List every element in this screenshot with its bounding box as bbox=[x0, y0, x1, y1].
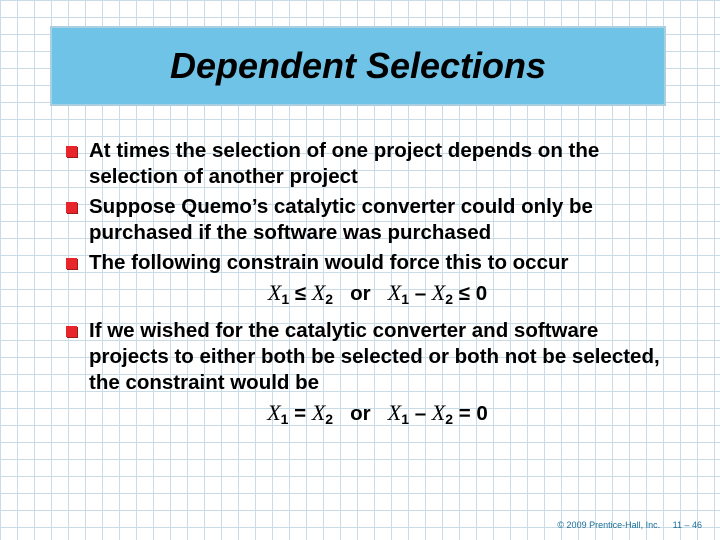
bullet-item bbox=[66, 318, 666, 396]
bullet-text: At times the selection of one project depends on the selection of another project bbox=[89, 139, 600, 188]
formula-subscript: 1 bbox=[280, 411, 289, 427]
formula-subscript: 1 bbox=[401, 411, 409, 427]
formula-subscript: 2 bbox=[325, 411, 334, 427]
square-bullet-icon bbox=[66, 326, 77, 337]
formula-operator: ≤ bbox=[289, 282, 312, 305]
slide-footer bbox=[557, 520, 702, 530]
formula-subscript: 1 bbox=[281, 291, 290, 307]
formula-var: X bbox=[387, 280, 402, 305]
bullet-item bbox=[66, 194, 666, 246]
formula-var: X bbox=[387, 400, 402, 425]
formula-var: X bbox=[431, 400, 446, 425]
title-banner bbox=[50, 26, 666, 106]
formula-var: X bbox=[311, 280, 326, 305]
square-bullet-icon bbox=[66, 146, 77, 157]
bullet-item bbox=[66, 250, 666, 276]
formula-var: X bbox=[267, 280, 282, 305]
formula-operator: = bbox=[288, 402, 312, 425]
formula-tail: = 0 bbox=[453, 402, 488, 425]
formula-subscript: 2 bbox=[325, 291, 334, 307]
square-bullet-icon bbox=[66, 258, 77, 269]
formula-connector: or bbox=[333, 282, 388, 305]
formula-subscript: 2 bbox=[445, 411, 454, 427]
bullet-text: If we wished for the catalytic converter and software projects to either both be selected or both not be selected, the constraint would be bbox=[89, 319, 660, 394]
bullet-text: The following constrain would force this to occur bbox=[89, 251, 569, 274]
slide-body bbox=[66, 138, 666, 438]
formula-operator: – bbox=[409, 282, 432, 305]
formula-subscript: 1 bbox=[401, 291, 409, 307]
constraint-formula-2 bbox=[66, 400, 666, 432]
formula-subscript: 2 bbox=[445, 291, 454, 307]
bullet-item bbox=[66, 138, 666, 190]
formula-operator: – bbox=[409, 402, 432, 425]
formula-var: X bbox=[431, 280, 446, 305]
formula-var: X bbox=[311, 400, 326, 425]
page-number: 11 – 46 bbox=[672, 520, 702, 530]
constraint-formula-1 bbox=[66, 280, 666, 312]
slide-title: Dependent Selections bbox=[169, 45, 547, 86]
formula-tail: ≤ 0 bbox=[453, 282, 488, 305]
formula-connector: or bbox=[333, 402, 388, 425]
square-bullet-icon bbox=[66, 202, 77, 213]
copyright-text: © 2009 Prentice-Hall, Inc. bbox=[557, 520, 661, 530]
bullet-text: Suppose Quemo’s catalytic converter could only be purchased if the software was purchased bbox=[89, 195, 593, 244]
formula-var: X bbox=[267, 400, 281, 425]
